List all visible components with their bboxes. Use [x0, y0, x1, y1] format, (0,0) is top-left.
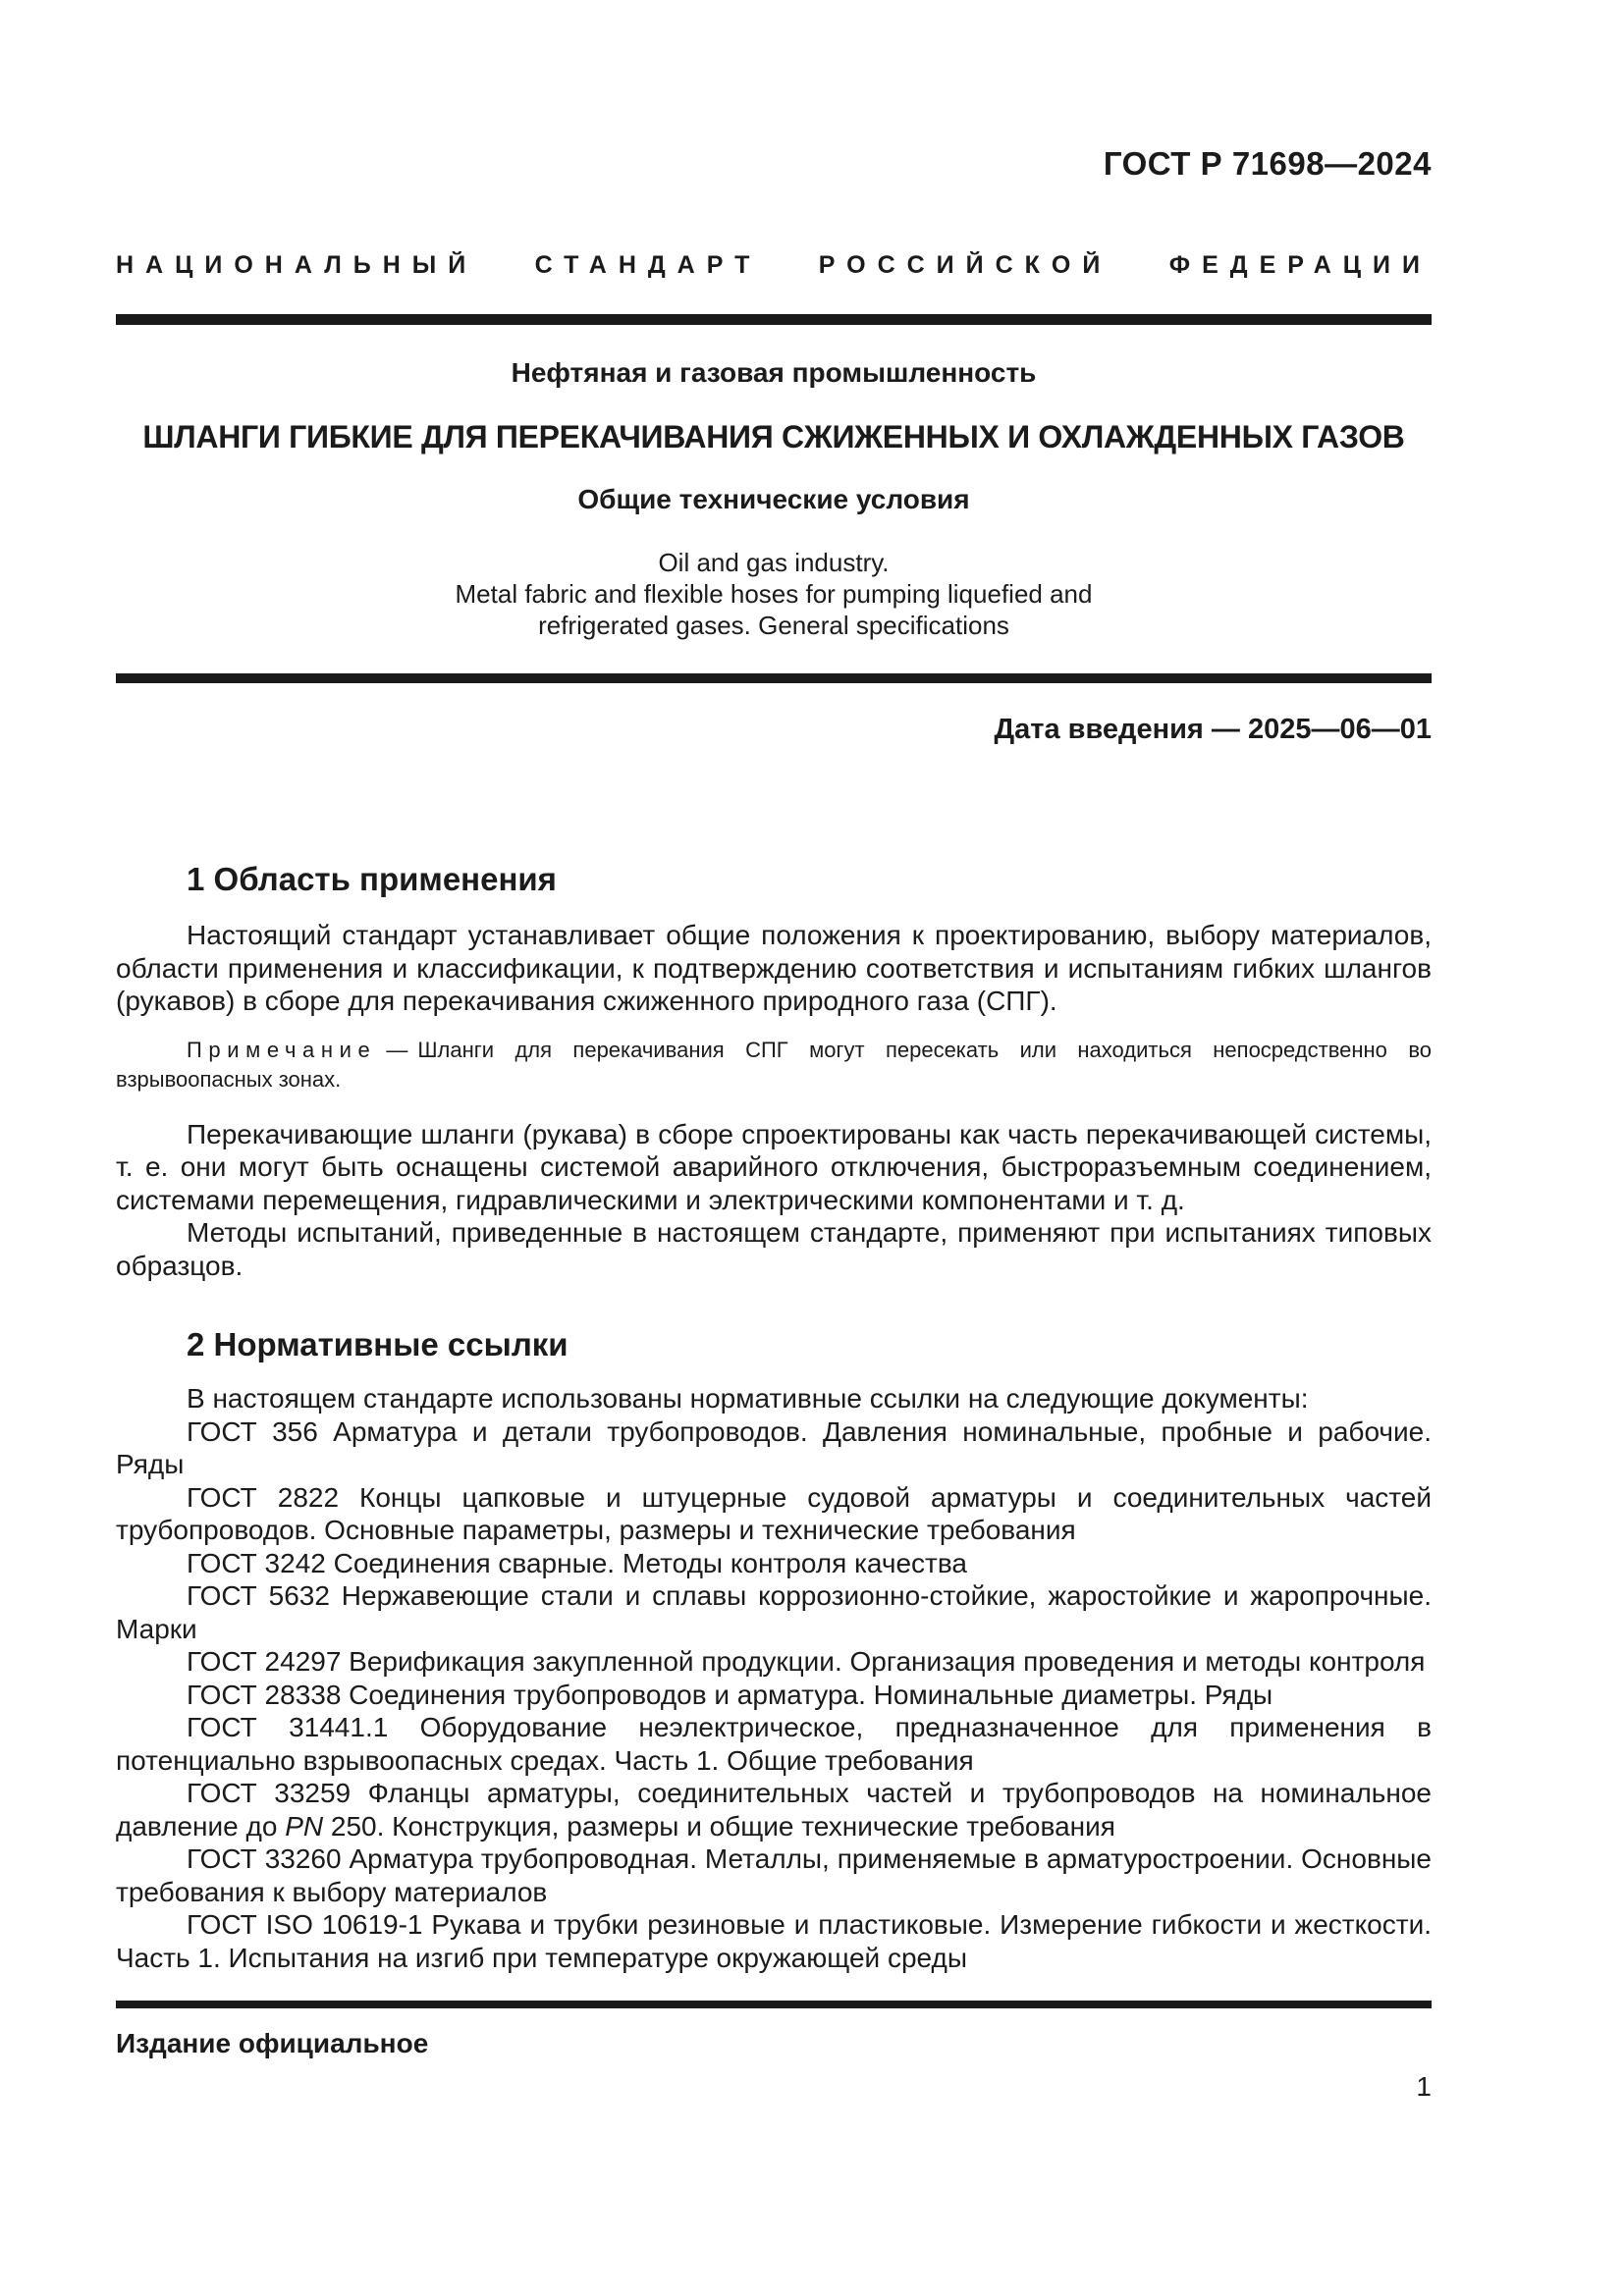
reference-item: ГОСТ ISO 10619-1 Рукава и трубки резиновые и пластиковые. Измерение гибкости и жесткости. Часть 1. Испытания на изгиб при температуре окружающей среды — [116, 1909, 1432, 1973]
header-divider-rule — [116, 314, 1432, 325]
reference-text: 250. Конструкция, размеры и общие технические требования — [323, 1810, 1115, 1842]
reference-item: ГОСТ 5632 Нержавеющие стали и сплавы коррозионно-стойкие, жаростойкие и жаропрочные. Марки — [116, 1580, 1432, 1644]
scope-paragraph: Настоящий стандарт устанавливает общие положения к проектированию, выбору материалов, области применения и классификации, к подтверждению соответствия и испытаниям гибких шлангов (рукавов) в сборе для перекачивания сжиженного природного газа (СПГ). — [116, 920, 1432, 1016]
note-text: Шланги для перекачивания СПГ могут пересекать или находиться непосредственно во взрывоопасных зонах. — [116, 1037, 1432, 1092]
title-divider-rule — [116, 673, 1432, 683]
reference-item: ГОСТ 356 Арматура и детали трубопроводов. Давления номинальные, пробные и рабочие. Ряды — [116, 1415, 1432, 1479]
note-dash: — — [386, 1037, 408, 1062]
section-2-heading: 2 Нормативные ссылки — [187, 1326, 568, 1362]
standard-subject: Нефтяная и газовая промышленность — [511, 357, 1037, 388]
doc-number: ГОСТ Р 71698—2024 — [1103, 145, 1432, 182]
english-title-line: Metal fabric and flexible hoses for pumping liquefied and — [455, 579, 1093, 609]
footer-divider-rule — [116, 2001, 1432, 2008]
references-intro: В настоящем стандарте использованы нормативные ссылки на следующие документы: — [187, 1383, 1309, 1414]
reference-item: ГОСТ 3242 Соединения сварные. Методы контроля качества — [187, 1547, 968, 1578]
standard-subtitle: Общие технические условия — [577, 484, 970, 514]
introduction-date: Дата введения — 2025—06—01 — [994, 714, 1432, 745]
reference-item: ГОСТ 33260 Арматура трубопроводная. Металлы, применяемые в арматуростроении. Основные требования к выбору материалов — [116, 1843, 1432, 1907]
reference-pn-designation: PN — [285, 1810, 324, 1842]
standard-title: ШЛАНГИ ГИБКИЕ ДЛЯ ПЕРЕКАЧИВАНИЯ СЖИЖЕННЫХ И ОХЛАЖДЕННЫХ ГАЗОВ — [142, 419, 1405, 454]
official-edition-note: Издание официальное — [116, 2028, 429, 2058]
reference-item: ГОСТ 2822 Концы цапковые и штуцерные судовой арматуры и соединительных частей трубопроводов. Основные параметры, размеры и технические требования — [116, 1481, 1432, 1545]
reference-text: ГОСТ 33259 Фланцы арматуры, соединительных частей и трубопроводов на номинальное давление до — [116, 1778, 1432, 1842]
reference-item: ГОСТ 31441.1 Оборудование неэлектрическое, предназначенное для применения в потенциально взрывоопасных средах. Часть 1. Общие требования — [116, 1712, 1432, 1776]
page-number: 1 — [1416, 2071, 1432, 2102]
reference-item — [116, 1777, 1432, 1842]
english-title-line: Oil and gas industry. — [658, 548, 890, 577]
section-1-heading: 1 Область применения — [187, 861, 557, 897]
scope-paragraph: Методы испытаний, приведенные в настоящем стандарте, применяют при испытаниях типовых образцов. — [116, 1217, 1432, 1281]
reference-item: ГОСТ 24297 Верификация закупленной продукции. Организация проведения и методы контроля — [187, 1646, 1426, 1677]
document-body — [116, 860, 1432, 1974]
standard-title-english — [116, 547, 1432, 641]
national-standard-banner: НАЦИОНАЛЬНЫЙ СТАНДАРТ РОССИЙСКОЙ ФЕДЕРАЦИИ — [116, 251, 1432, 279]
note-label: Примечание — [187, 1037, 377, 1062]
english-title-line: refrigerated gases. General specifications — [538, 611, 1009, 640]
scope-note — [116, 1036, 1432, 1095]
scope-paragraph: Перекачивающие шланги (рукава) в сборе спроектированы как часть перекачивающей системы, т. е. они могут быть оснащены системой аварийного отключения, быстроразъемным соединением, системами перемещения, гидравлическими и электрическими компонентами и т. д. — [116, 1118, 1432, 1215]
reference-item: ГОСТ 28338 Соединения трубопроводов и арматура. Номинальные диаметры. Ряды — [187, 1679, 1273, 1710]
